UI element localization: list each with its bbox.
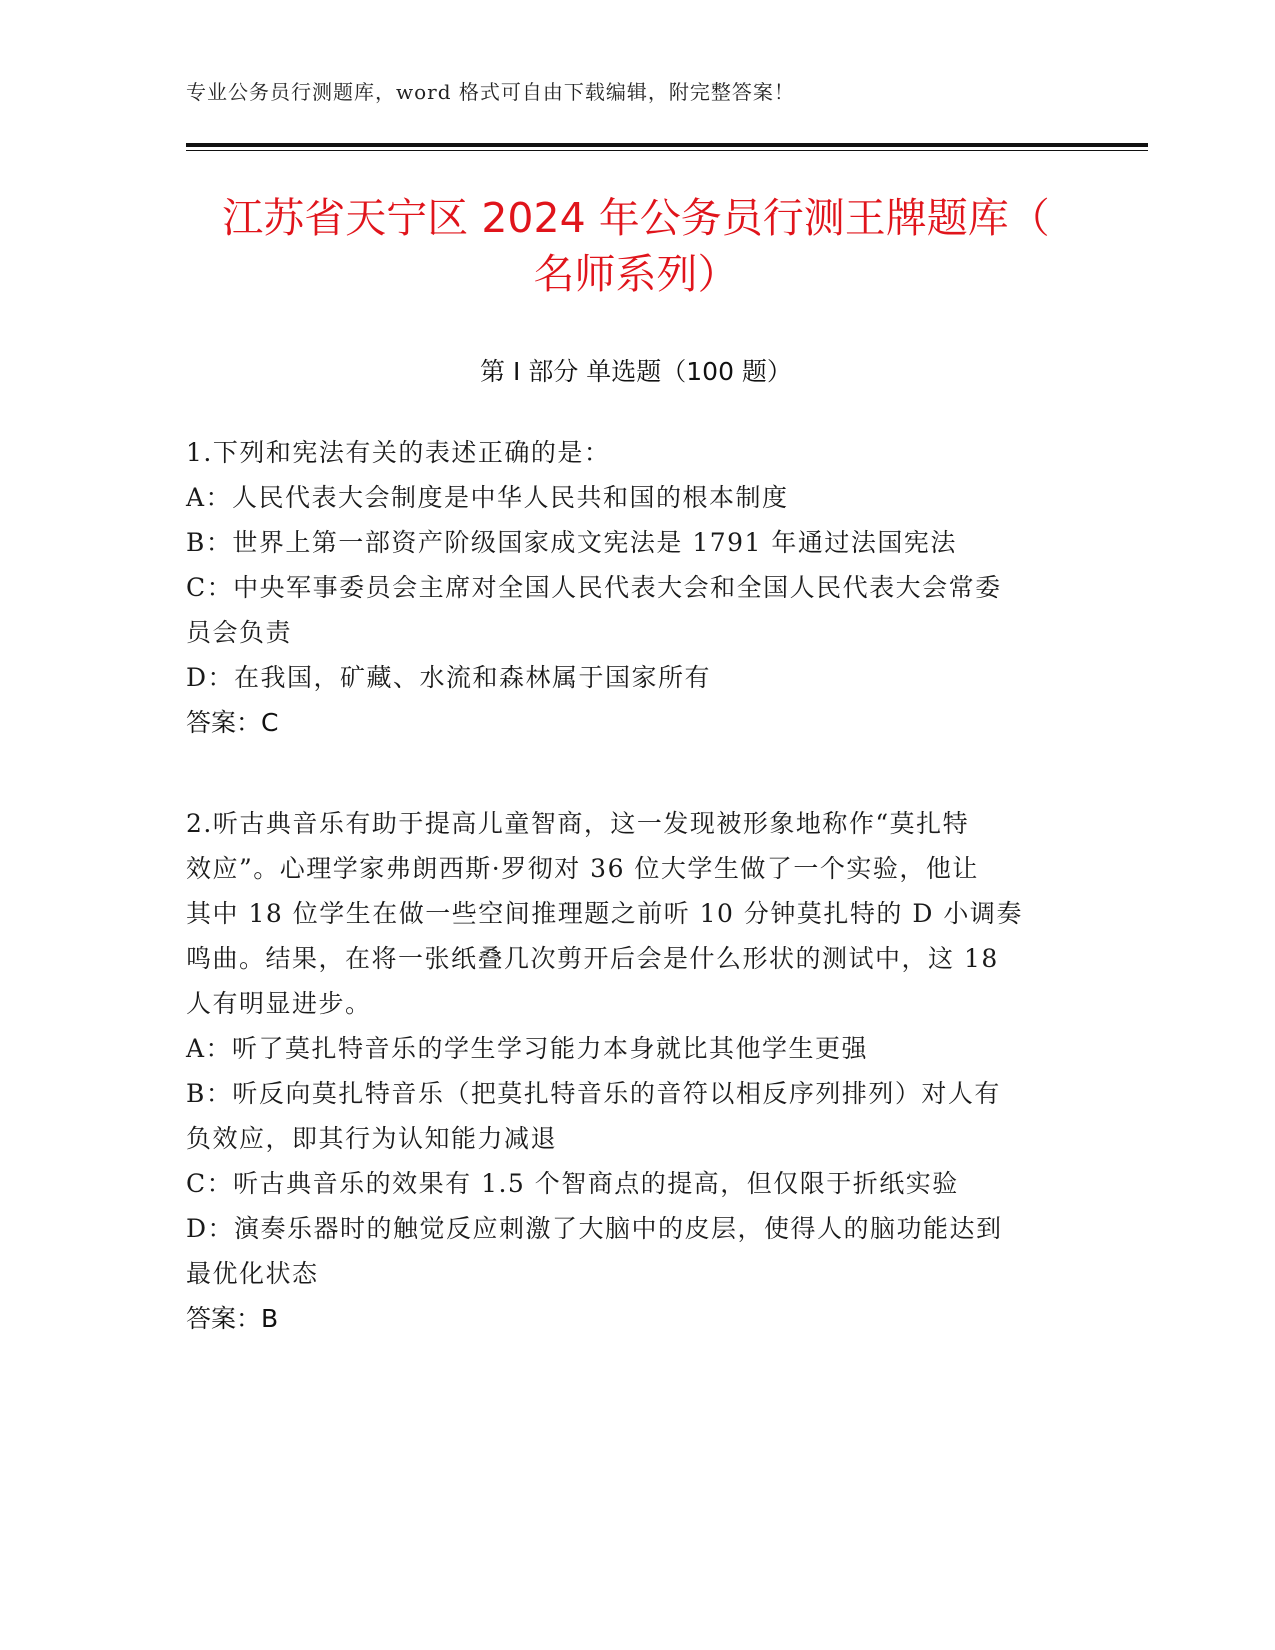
option-d: D：在我国，矿藏、水流和森林属于国家所有 bbox=[186, 663, 712, 692]
document-title-line-1: 江苏省天宁区 2024 年公务员行测王牌题库（ bbox=[222, 194, 1050, 242]
question-stem-continued: 鸣曲。结果，在将一张纸叠几次剪开后会是什么形状的测试中，这 18 bbox=[186, 944, 999, 973]
option-c: C：中央军事委员会主席对全国人民代表大会和全国人民代表大会常委 bbox=[186, 573, 1002, 602]
option-d: D：演奏乐器时的触觉反应刺激了大脑中的皮层，使得人的脑功能达到 bbox=[186, 1214, 1003, 1243]
option-c: C：听古典音乐的效果有 1.5 个智商点的提高，但仅限于折纸实验 bbox=[186, 1169, 959, 1198]
question-stem: 1.下列和宪法有关的表述正确的是： bbox=[186, 438, 611, 467]
header-note: 专业公务员行测题库，word 格式可自由下载编辑，附完整答案！ bbox=[186, 80, 795, 104]
section-title: 第 I 部分 单选题（100 题） bbox=[480, 357, 792, 386]
option-d-continued: 最优化状态 bbox=[186, 1259, 319, 1288]
option-b-continued: 负效应，即其行为认知能力减退 bbox=[186, 1124, 558, 1153]
question-stem-continued: 效应”。心理学家弗朗西斯·罗彻对 36 位大学生做了一个实验，他让 bbox=[186, 854, 979, 883]
document-title bbox=[186, 190, 1086, 302]
question-2 bbox=[186, 801, 1066, 1341]
option-c-continued: 员会负责 bbox=[186, 618, 293, 647]
header-rule-thin bbox=[186, 150, 1148, 151]
option-b: B：听反向莫扎特音乐（把莫扎特音乐的音符以相反序列排列）对人有 bbox=[186, 1079, 1001, 1108]
question-stem-continued: 人有明显进步。 bbox=[186, 989, 372, 1018]
option-a: A：听了莫扎特音乐的学生学习能力本身就比其他学生更强 bbox=[186, 1034, 869, 1063]
document-title-line-2: 名师系列） bbox=[533, 250, 739, 298]
question-1 bbox=[186, 430, 1066, 745]
header-rule-thick bbox=[186, 143, 1148, 147]
option-b: B：世界上第一部资产阶级国家成文宪法是 1791 年通过法国宪法 bbox=[186, 528, 957, 557]
question-stem-continued: 其中 18 位学生在做一些空间推理题之前听 10 分钟莫扎特的 D 小调奏 bbox=[186, 899, 1023, 928]
answer-label: 答案：C bbox=[186, 708, 279, 737]
question-stem: 2.听古典音乐有助于提高儿童智商，这一发现被形象地称作“莫扎特 bbox=[186, 809, 970, 838]
question-list bbox=[186, 430, 1066, 1397]
option-a: A：人民代表大会制度是中华人民共和国的根本制度 bbox=[186, 483, 789, 512]
answer-label: 答案：B bbox=[186, 1304, 279, 1333]
